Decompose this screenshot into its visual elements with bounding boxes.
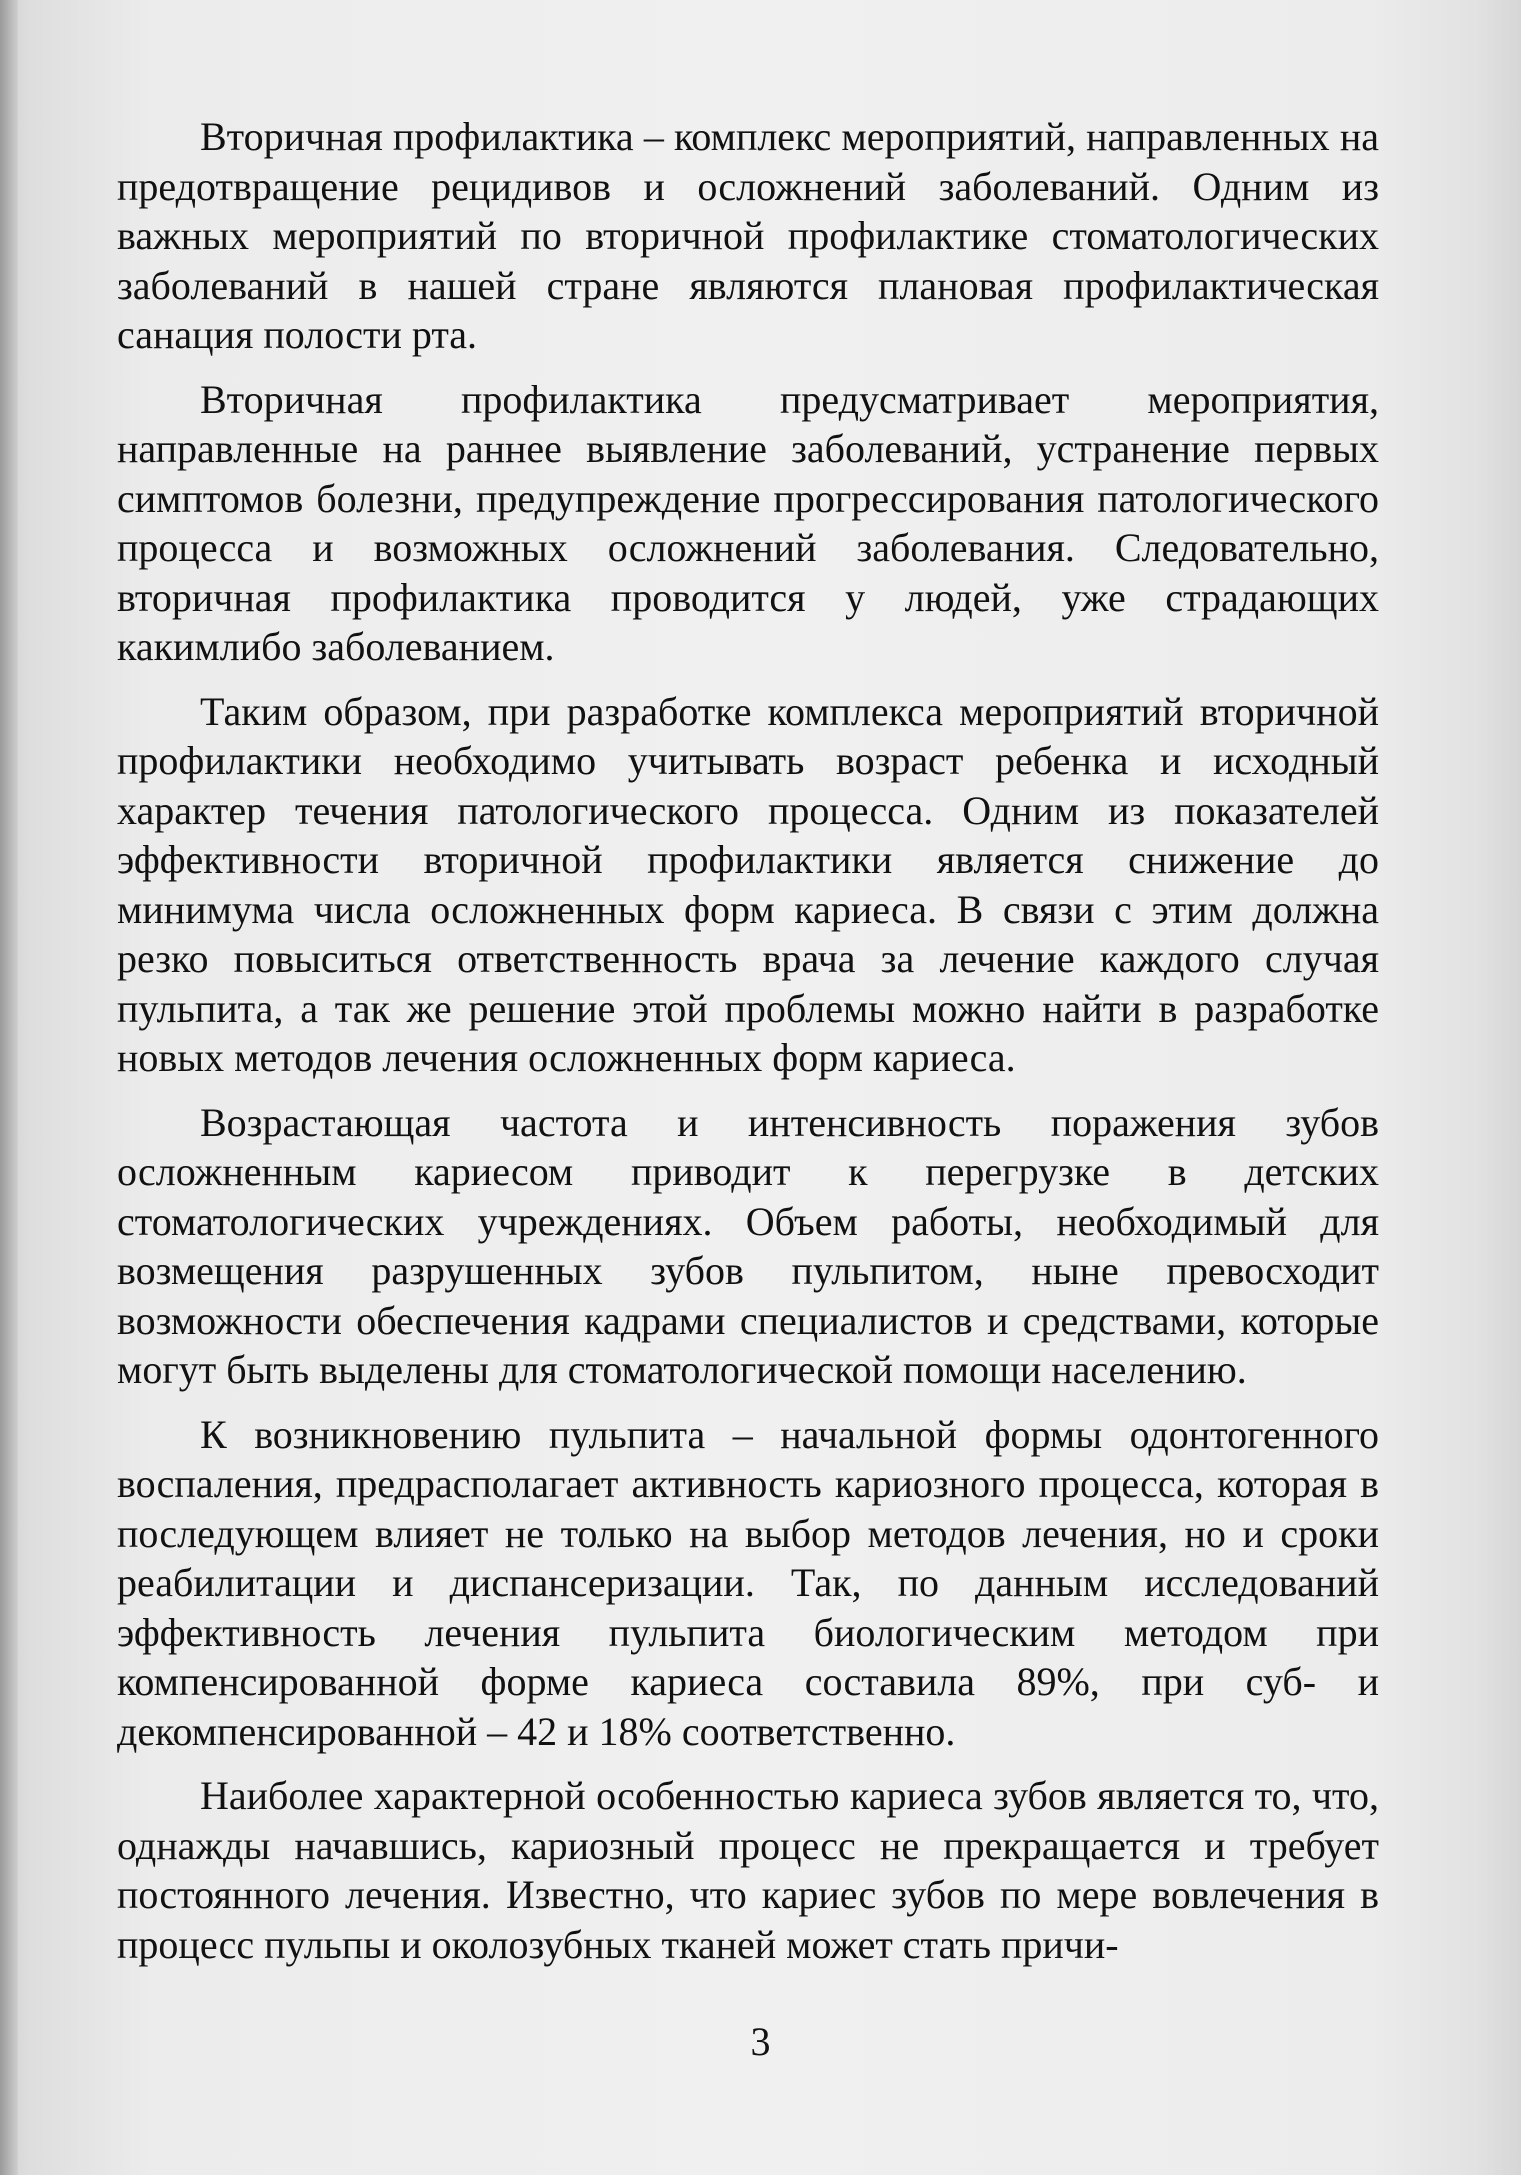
- paragraph-3: Таким образом, при разработке комплекса мероприятий вторичной профилактики необходимо учитывать возраст ребенка и исходный характер течения патологического процесса. Одним из показателей эффективности вторичной профилактики является снижение до минимума числа осложненных форм кариеса. В связи с этим должна резко повыситься ответственность врача за лечение каждого случая пульпита, а так же решение этой проблемы можно найти в разработке новых методов лечения осложненных форм кариеса.: [117, 688, 1379, 1080]
- paragraph-4: Возрастающая частота и интенсивность поражения зубов осложненным кариесом приводит к перегрузке в детских стоматологических учреждениях. Объем работы, необходимый для возмещения разрушенных зубов пульпитом, ныне превосходит возможности обеспечения кадрами специалистов и средствами, которые могут быть выделены для стоматологической помощи населению.: [117, 1099, 1379, 1392]
- paragraph-2: Вторичная профилактика предусматривает мероприятия, направленные на раннее выявление заболеваний, устранение первых симптомов болезни, предупреждение прогрессирования патологического процесса и возможных осложнений заболевания. Следовательно, вторичная профилактика проводится у людей, уже страдающих какимлибо заболеванием.: [117, 376, 1379, 669]
- body-text: [117, 112, 1379, 1984]
- paragraph-5: К возникновению пульпита – начальной формы одонтогенного воспаления, предрасполагает активность кариозного процесса, которая в последующем влияет не только на выбор методов лечения, но и сроки реабилитации и диспансеризации. Так, по данным исследований эффективность лечения пульпита биологическим методом при компенсированной форме кариеса составила 89%, при суб- и декомпенсированной – 42 и 18% соответственно.: [117, 1411, 1379, 1754]
- paragraph-1: Вторичная профилактика – комплекс мероприятий, направленных на предотвращение рецидивов и осложнений заболеваний. Одним из важных мероприятий по вторичной профилактике стоматологических заболеваний в нашей стране являются плановая профилактическая санация полости рта.: [117, 114, 1379, 357]
- page-number: 3: [750, 2019, 771, 2064]
- paragraph-6: Наиболее характерной особенностью кариеса зубов является то, что, однажды начавшись, кариозный процесс не прекращается и требует постоянного лечения. Известно, что кариес зубов по мере вовлечения в процесс пульпы и околозубных тканей может стать причи-: [117, 1773, 1379, 1967]
